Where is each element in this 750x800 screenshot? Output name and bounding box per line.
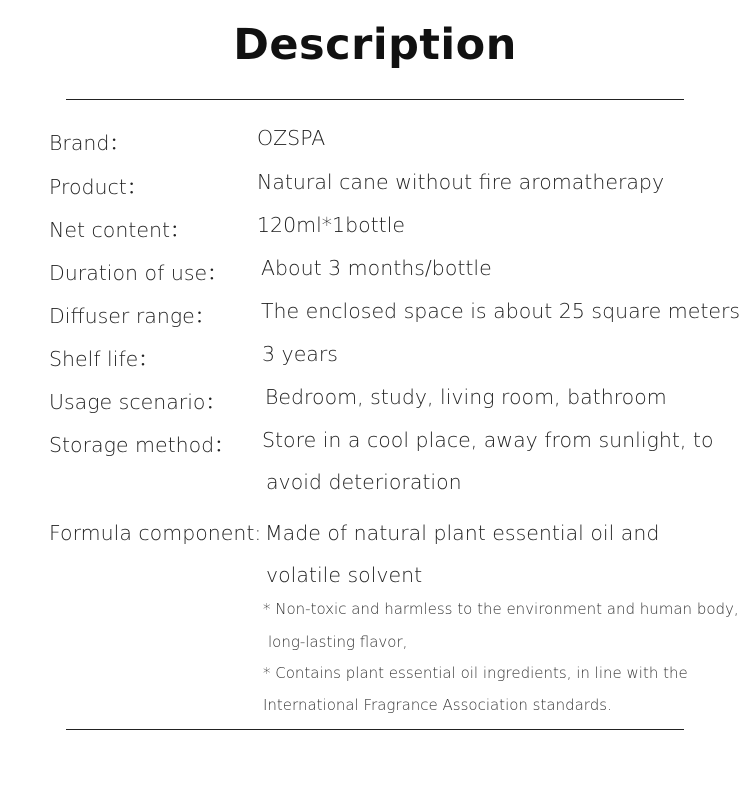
storage-method-label: Storage method：: [49, 433, 235, 457]
duration-value: About 3 months/bottle: [261, 256, 492, 280]
product-label: Product：: [49, 175, 148, 199]
net-content-value: 120ml*1bottle: [257, 213, 406, 237]
net-content-label: Net content：: [49, 218, 191, 242]
formula-label: Formula component:: [49, 521, 262, 545]
usage-scenario-value: Bedroom, study, living room, bathroom: [265, 385, 667, 409]
note-line-4: International Fragrance Association standards.: [263, 696, 612, 714]
usage-scenario-label: Usage scenario：: [49, 390, 226, 414]
duration-label: Duration of use：: [49, 261, 228, 285]
product-value: Natural cane without fire aromatherapy: [257, 170, 665, 194]
brand-label: Brand：: [49, 131, 130, 155]
diffuser-range-value: The enclosed space is about 25 square meters: [261, 299, 741, 323]
shelf-life-label: Shelf life：: [49, 347, 159, 371]
storage-method-value-line1: Store in a cool place, away from sunlight, to: [262, 428, 714, 452]
top-divider: [66, 99, 684, 100]
note-line-2: long-lasting flavor,: [268, 633, 408, 651]
formula-value-line2: volatile solvent: [266, 563, 423, 587]
page-title: Description: [233, 20, 517, 70]
storage-method-value-line2: avoid deterioration: [266, 470, 462, 494]
note-line-3: * Contains plant essential oil ingredients, in line with the: [263, 664, 688, 682]
note-line-1: * Non-toxic and harmless to the environment and human body,: [263, 600, 739, 618]
brand-value: OZSPA: [257, 126, 326, 150]
shelf-life-value: 3 years: [262, 342, 338, 366]
formula-value-line1: Made of natural plant essential oil and: [265, 521, 660, 545]
bottom-divider: [66, 729, 684, 730]
diffuser-range-label: Diffuser range：: [49, 304, 216, 328]
